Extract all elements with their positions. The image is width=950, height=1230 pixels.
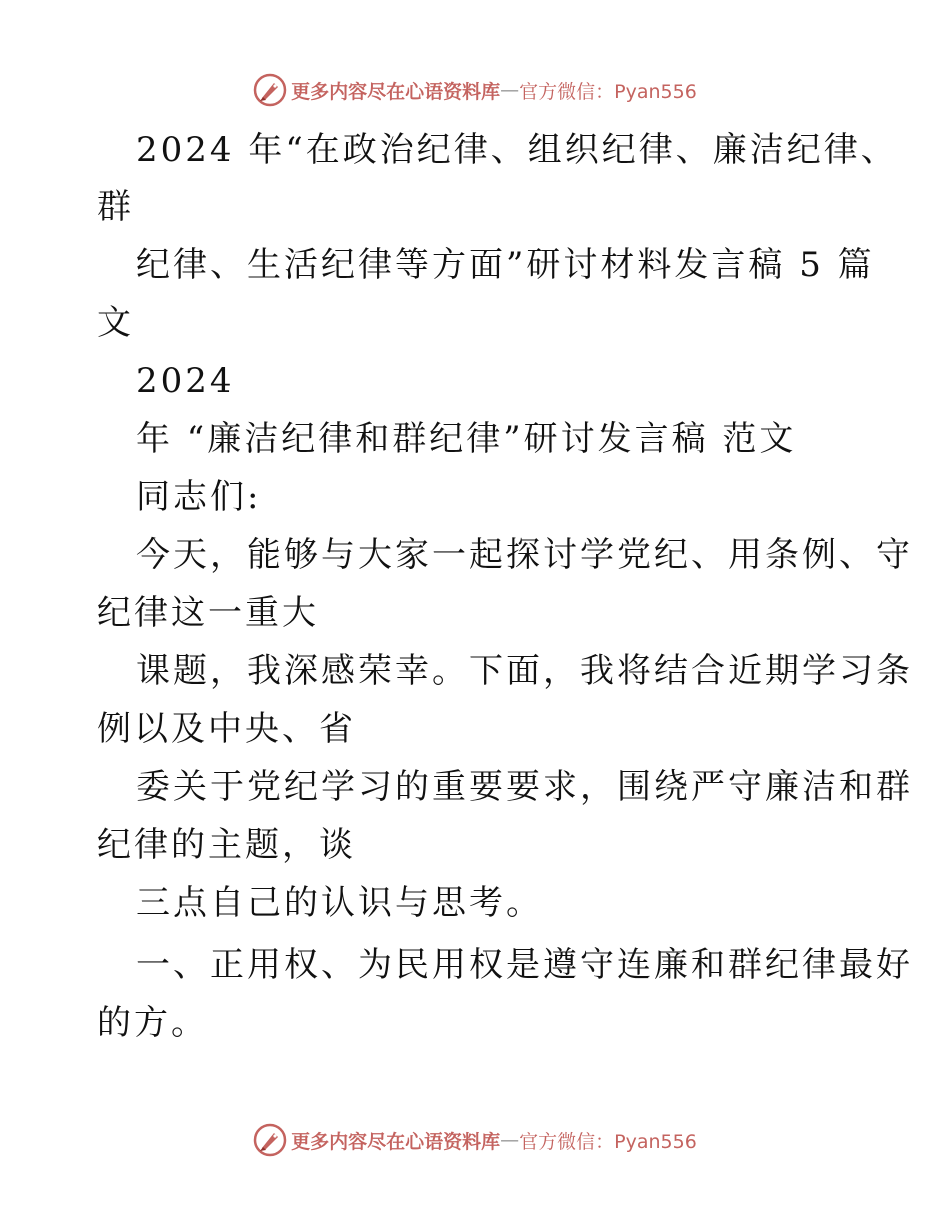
paragraph-line: 三点自己的认识与思考。 — [136, 883, 543, 923]
document-title-line: 2024 年“在政治纪律、组织纪律、廉洁纪律、 — [136, 130, 898, 170]
section-heading-line: 的方。 — [97, 1003, 208, 1043]
paragraph-line: 纪律的主题，谈 — [97, 825, 356, 865]
watermark-separator: — — [500, 1129, 520, 1151]
paragraph-line: 委关于党纪学习的重要要求，围绕严守廉洁和群 — [136, 767, 913, 807]
salutation: 同志们: — [136, 477, 262, 517]
document-title-line: 纪律、生活纪律等方面”研讨材料发言稿 5 篇 — [136, 245, 875, 285]
footer-watermark — [0, 1120, 950, 1160]
document-title-line: 文 — [97, 303, 134, 343]
document-subtitle-line: 年 “廉洁纪律和群纪律”研讨发言稿 范文 — [136, 419, 797, 459]
paragraph-line: 纪律这一重大 — [97, 593, 319, 633]
paragraph-line: 课题，我深感荣幸。下面，我将结合近期学习条 — [136, 651, 913, 691]
header-watermark — [0, 70, 950, 110]
watermark-wechat-text: 官方微信：Pyan556 — [519, 80, 697, 103]
paragraph-line: 例以及中央、省 — [97, 709, 356, 749]
watermark-separator: — — [500, 79, 520, 101]
document-subtitle-line: 2024 — [136, 361, 235, 401]
document-title-line: 群 — [97, 187, 134, 227]
section-heading-line: 一、正用权、为民用权是遵守连廉和群纪律最好 — [136, 945, 913, 985]
pen-nib-logo-icon — [253, 1123, 287, 1157]
paragraph-line: 今天，能够与大家一起探讨学党纪、用条例、守 — [136, 535, 913, 575]
pen-nib-logo-icon — [253, 73, 287, 107]
watermark-site-text: 更多内容尽在心语资料库 — [291, 1130, 501, 1153]
watermark-site-text: 更多内容尽在心语资料库 — [291, 80, 501, 103]
watermark-wechat-text: 官方微信：Pyan556 — [519, 1130, 697, 1153]
